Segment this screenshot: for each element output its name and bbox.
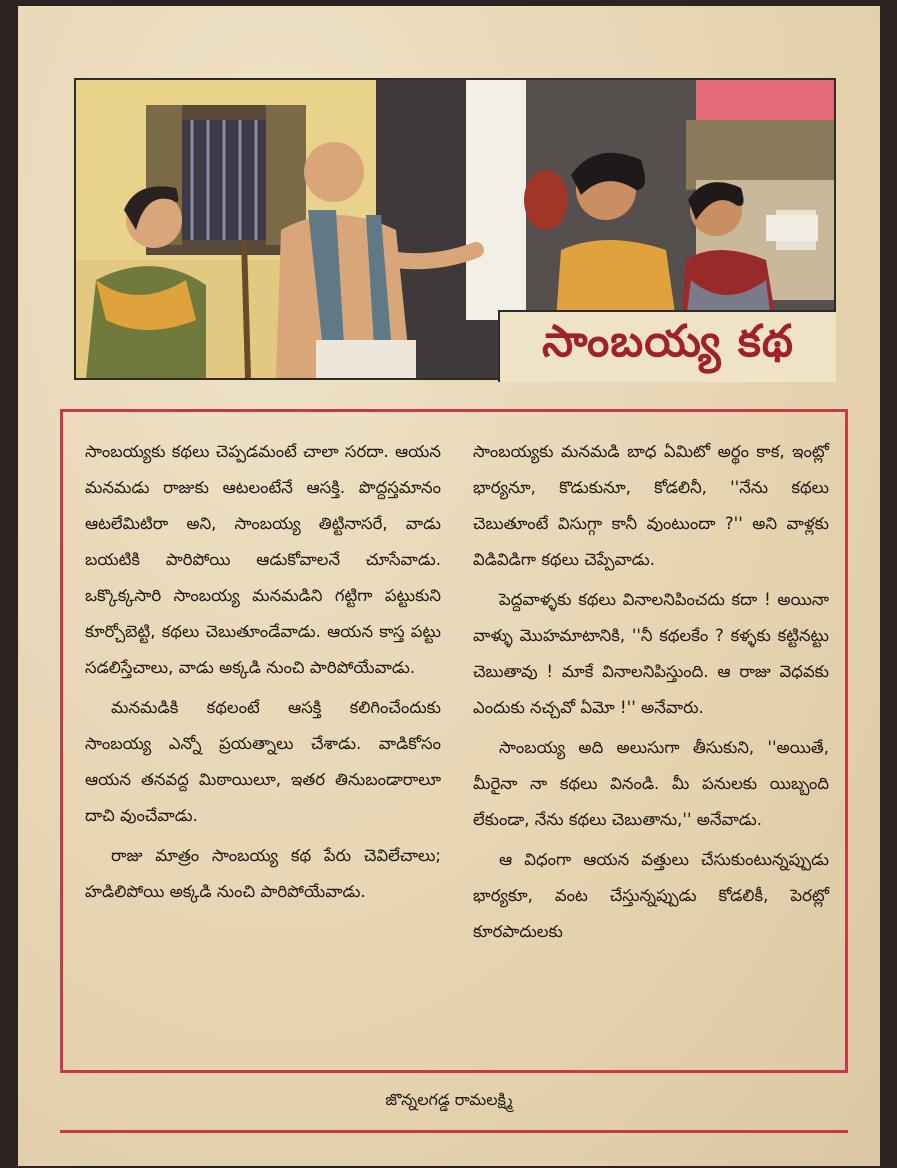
- story-paragraph: రాజు మాత్రం సాంబయ్య కథ పేరు చెవిలేచాలు; హడిలిపోయి అక్కడి నుంచి పారిపోయేవాడు.: [85, 846, 441, 901]
- story-paragraph: సాంబయ్య అది అలుసుగా తీసుకుని, ''అయితే, మీరైనా నా కథలు వినండి. మీ పనులకు యిబ్బంది లేకుండా, నేను కథలు చెబుతాను,'' అనేవాడు.: [473, 738, 829, 829]
- story-paragraph: పెద్దవాళ్ళకు కథలు వినాలనిపించదు కదా ! అయినా వాళ్ళు మొహమాటానికి, ''నీ కథలకేం ? కళ్ళకు కట్టినట్టు చెబుతావు ! మాకే వినాలనిపిస్తుంది. ఆ రాజు వెధవకు ఎందుకు నచ్చవో ఏమో !'' అనేవారు.: [473, 590, 829, 717]
- magazine-page: [18, 6, 880, 1166]
- author-name: జొన్నలగడ్డ రామలక్ష్మి: [385, 1090, 513, 1109]
- story-paragraph: ఆ విధంగా ఆయన వత్తులు చేసుకుంటున్నప్పుడు భార్యకూ, వంట చేస్తున్నప్పుడు కోడలికీ, పెరట్లో కూరపాదులకు: [473, 850, 829, 941]
- story-title: సాంబయ్య కథ: [542, 316, 794, 367]
- bottom-rule: [60, 1130, 848, 1133]
- story-column-right: [473, 434, 829, 954]
- title-box: [498, 310, 836, 382]
- story-column-left: [85, 434, 441, 914]
- story-text-frame: [60, 409, 848, 1073]
- story-paragraph: మనమడికి కథలంటే ఆసక్తి కలిగించేందుకు సాంబయ్య ఎన్నో ప్రయత్నాలు చేశాడు. వాడికోసం ఆయన తనవద్ద మిఠాయిలూ, ఇతర తినుబండారాలూ దాచి వుంచేవాడు.: [85, 698, 441, 825]
- story-paragraph: సాంబయ్యకు కథలు చెప్పడమంటే చాలా సరదా. ఆయన మనమడు రాజుకు ఆటలంటేనే ఆసక్తి. పొద్దస్తమానం ఆటలేమిటిరా అని, సాంబయ్య తిట్టినాసరే, వాడు బయటికి పారిపోయి ఆడుకోవాలనే చూసేవాడు. ఒక్కొక్కసారి సాంబయ్య మనమడిని గట్టిగా పట్టుకుని కూర్చోబెట్టి, కథలు చెబుతూండేవాడు. ఆయన కాస్త పట్టు సడలిస్తేచాలు, వాడు అక్కడి నుంచి పారిపోయేవాడు.: [85, 442, 441, 677]
- story-paragraph: సాంబయ్యకు మనమడి బాధ ఏమిటో అర్థం కాక, ఇంట్లో భార్యనూ, కొడుకునూ, కోడలినీ, ''నేను కథలు చెబుతూంటే విసుగ్గా కానీ వుంటుందా ?'' అని వాళ్లకు విడివిడిగా కథలు చెప్పేవాడు.: [473, 442, 829, 569]
